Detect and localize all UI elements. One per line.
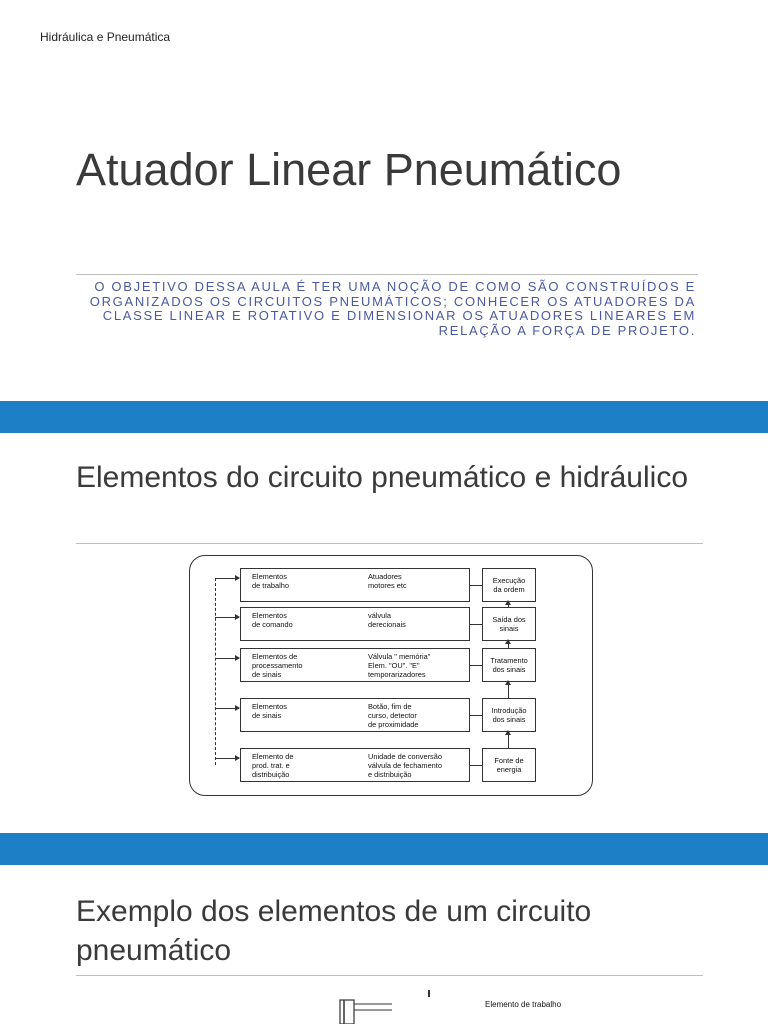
diagram-stage-box: [482, 568, 536, 602]
diagram-row-label: Elementos de processamento de sinais: [252, 652, 303, 679]
diagram-row-box: [240, 568, 470, 602]
diagram-connector-line: [470, 765, 482, 766]
diagram-row-box: [240, 607, 470, 641]
diagram-row-label: Elemento de prod. trat. e distribuição: [252, 752, 294, 779]
slide-separator-band: [0, 833, 768, 865]
diagram-row-label: Elementos de comando: [252, 611, 293, 629]
diagram-row-description: Atuadores motores etc: [368, 572, 407, 590]
diagram-stage-box: [482, 698, 536, 732]
diagram-feedback-arrow: [215, 708, 239, 709]
diagram-stage-box: [482, 607, 536, 641]
slide-separator-band: [0, 401, 768, 433]
diagram-feedback-arrow: [215, 758, 239, 759]
diagram-feedback-arrow: [215, 658, 239, 659]
diagram-feedback-arrow: [215, 578, 239, 579]
diagram-row-box: [240, 648, 470, 682]
diagram-stage-box: [482, 748, 536, 782]
diagram-connector-line: [470, 624, 482, 625]
diagram-stage-label: Saída dos sinais: [492, 615, 526, 633]
diagram-connector-line: [470, 715, 482, 716]
diagram-row-label: Elementos de sinais: [252, 702, 287, 720]
diagram-up-arrow: [508, 732, 509, 748]
diagram-connector-line: [470, 665, 482, 666]
diagram-row-description: Válvula " memória" Elem. "OU". "E" temporarizadores: [368, 652, 431, 679]
diagram-up-arrow: [508, 641, 509, 648]
circuit-elements-diagram: [189, 555, 593, 796]
symbol-mark: [428, 990, 430, 997]
feedback-dashed-line: [215, 578, 216, 765]
slide-3-divider: [76, 975, 703, 976]
work-element-label: Elemento de trabalho: [485, 1000, 562, 1009]
slide-3-title: Exemplo dos elementos de um circuito pneumático: [76, 895, 592, 967]
diagram-stage-label: Execução da ordem: [492, 576, 526, 594]
diagram-stage-label: Fonte de energia: [494, 756, 524, 774]
diagram-stage-label: Introdução dos sinais: [491, 706, 527, 724]
diagram-row-box: [240, 698, 470, 732]
diagram-up-arrow: [508, 682, 509, 698]
diagram-up-arrow: [508, 602, 509, 607]
slide-2-divider: [76, 543, 703, 544]
document-title: Hidráulica e Pneumática: [40, 30, 171, 44]
diagram-row-description: Botão, fim de curso, detector de proximidade: [368, 702, 419, 729]
slide-1: [0, 70, 768, 400]
diagram-row-label: Elementos de trabalho: [252, 572, 289, 590]
diagram-row-description: Unidade de conversão válvula de fechamento e distribuição: [368, 752, 442, 779]
slide-1-subtitle: O OBJETIVO DESSA AULA É TER UMA NOÇÃO DE COMO SÃO CONSTRUÍDOS E ORGANIZADOS OS CIRCUITOS PNEUMÁTICOS; CONHECER OS ATUADORES DA CLASSE LINEAR E ROTATIVO E DIMENSIONAR OS ATUADORES LINEARES EM RELAÇÃO A FORÇA DE PROJETO.: [89, 279, 696, 338]
slide-1-title: Atuador Linear Pneumático: [76, 144, 622, 195]
diagram-row-description: válvula derecionais: [368, 611, 406, 629]
cylinder-symbol: [336, 994, 394, 1024]
slide-1-divider: [76, 274, 698, 275]
slide-2-title: Elementos do circuito pneumático e hidráulico: [76, 461, 688, 494]
diagram-stage-label: Tratamento dos sinais: [490, 656, 528, 674]
diagram-feedback-arrow: [215, 617, 239, 618]
diagram-stage-box: [482, 648, 536, 682]
diagram-connector-line: [470, 585, 482, 586]
diagram-row-box: [240, 748, 470, 782]
